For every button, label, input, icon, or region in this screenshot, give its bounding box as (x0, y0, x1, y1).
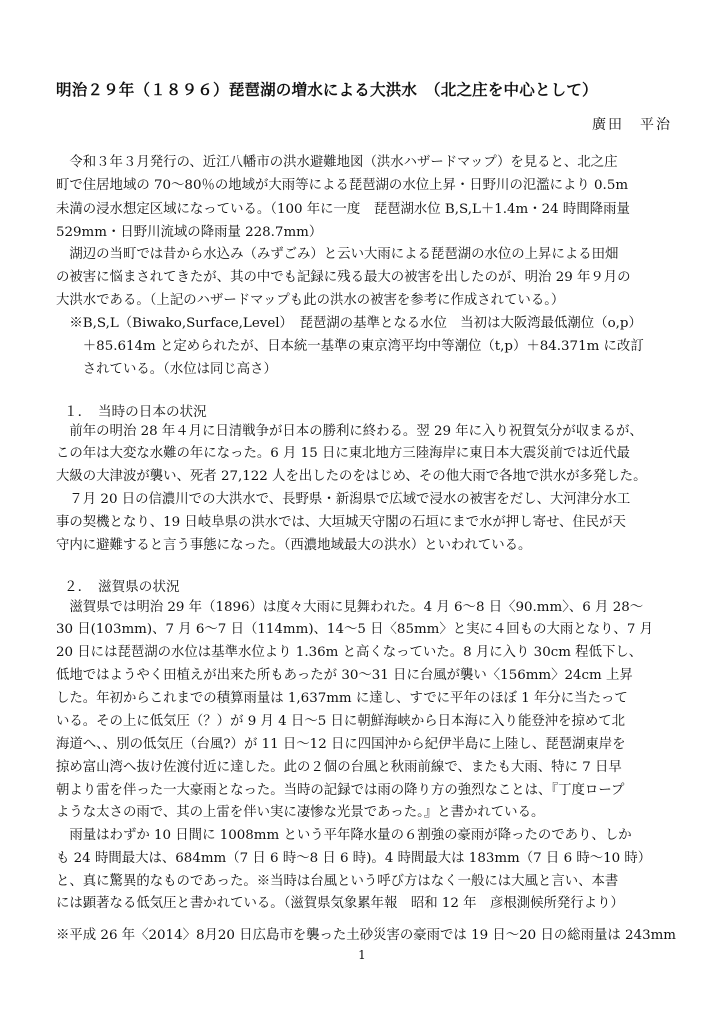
text-line: 雨量はわずか 10 日間に 1008mm という平年降水量の６割強の豪雨が降ったのであり、しか (56, 828, 632, 843)
text-line: 20 日には琵琶湖の水位は基準水位より 1.36m と高くなっていた。8 月に入り 30cm 程低下し、 (56, 645, 643, 660)
text-line: 低地ではようやく田植えが出来た所もあったが 30～31 日に台風が襲い〈156mm〉24cm 上昇 (56, 668, 633, 683)
text-line: いる。その上に低気圧（？）が 9 月 4 日～5 日に朝鮮海峡から日本海に入り能登沖を掠めて北 (56, 714, 626, 729)
text-line: も 24 時間最大は、684mm（7 日 6 時～8 日 6 時)。4 時間最大は 183mm（7 日 6 時～10 時） (56, 851, 652, 866)
text-line: ような太さの雨で、其の上雷を伴い実に凄惨な光景であった。』と書かれている。 (56, 805, 545, 820)
text-line: 守内に避難すると言う事態になった。（西濃地域最大の洪水）といわれている。 (56, 538, 532, 553)
author-name: 廣田 平治 (592, 117, 672, 133)
text-line: 令和３年３月発行の、近江八幡市の洪水避難地図（洪水ハザードマップ）を見ると、北之庄 (56, 155, 618, 170)
section-2-heading: ２． 滋賀県の状況 (64, 579, 180, 595)
text-line: 海道へ、、別の低気圧（台風?）が 11 日～12 日に四国沖から紀伊半島に上陸し、琵琶湖東岸を (56, 737, 626, 752)
text-line: と、真に驚異的なものであった。※当時は台風という呼び方はなく一般には大風と言い、本書 (56, 874, 619, 889)
text-line: 529mm・日野川流域の降雨量 228.7mm） (56, 225, 323, 240)
text-line: した。年初からこれまでの積算雨量は 1,637mm に達し、すでに平年のほぼ 1 年分に当たって (56, 691, 628, 706)
document-title: 明治２９年（１８９６）琵琶湖の増水による大洪水 （北之庄を中心として） (56, 81, 598, 99)
page-number: 1 (358, 948, 366, 962)
text-line: 掠め富山湾へ抜け佐渡付近に達した。此の２個の台風と秋雨前線で、またも大雨、特に 7 日早 (56, 760, 622, 775)
text-line: この年は大変な水難の年になった。6 月 15 日に東北地方三陸海岸に東日本大震災前では近代最 (56, 446, 630, 461)
text-line: には顕著なる低気圧と書かれている。（滋賀県気象累年報 昭和 12 年 彦根測候所発行より） (56, 896, 624, 911)
text-line: 未満の浸水想定区域になっている。（100 年に一度 琵琶湖水位 B,S,L＋1.4m・24 時間降雨量 (56, 202, 630, 217)
text-line: の被害に悩まされてきたが、其の中でも記録に残る最大の被害を出したのが、明治 29 年９月の (56, 270, 631, 285)
text-line: 朝より雷を伴った一大豪雨となった。当時の記録では雨の降り方の強烈なことは、『丁度ロープ (56, 783, 625, 798)
text-line: 事の契機となり、19 日岐阜県の洪水では、大垣城天守閣の石垣にまで水が押し寄せ、住民が天 (56, 515, 626, 530)
text-line: されている。（水位は同じ高さ） (56, 362, 277, 377)
text-line: 大級の大津波が襲い、死者 27,122 人を出したのをはじめ、その他大雨で各地で洪水が多発した。 (56, 469, 647, 484)
text-line: 前年の明治 28 年４月に日清戦争が日本の勝利に終わる。翌 29 年に入り祝賀気分が収まるが、 (56, 424, 643, 439)
text-line: 町で住居地域の 70～80％の地域が大雨等による琵琶湖の水位上昇・日野川の氾濫により 0.5m (56, 178, 629, 193)
text-line: 湖辺の当町では昔から水込み（みずごみ）と云い大雨による琵琶湖の水位の上昇による田畑 (56, 247, 619, 262)
section-1-heading: １． 当時の日本の状況 (64, 404, 207, 420)
footnote: ※平成 26 年〈2014〉8月20 日広島市を襲った土砂災害の豪雨では 19 日～20 日の総雨量は 243mm (56, 928, 677, 943)
text-line: 滋賀県では明治 29 年（1896）は度々大雨に見舞われた。4 月 6～8 日〈90.mm〉、6 月 28～ (56, 600, 644, 615)
text-line: ＋85.614m と定められたが、日本統一基準の東京湾平均中等潮位（t,p）＋84.371m に改訂 (56, 339, 644, 354)
text-line: ７月 20 日の信濃川での大洪水で、長野県・新潟県で広域で浸水の被害をだし、大河津分水工 (56, 492, 631, 507)
text-line: 30 日(103mm)、7 月 6～7 日（114mm)、14～5 日〈85mm〉と実に４回もの大雨となり、7 月 (56, 622, 653, 637)
text-line: 大洪水である。（上記のハザードマップも此の洪水の被害を参考に作成されている。） (56, 293, 565, 308)
text-line: ※B,S,L（Biwako,Surface,Level） 琵琶湖の基準となる水位 当初は大阪湾最低潮位（o,p） (56, 316, 642, 331)
